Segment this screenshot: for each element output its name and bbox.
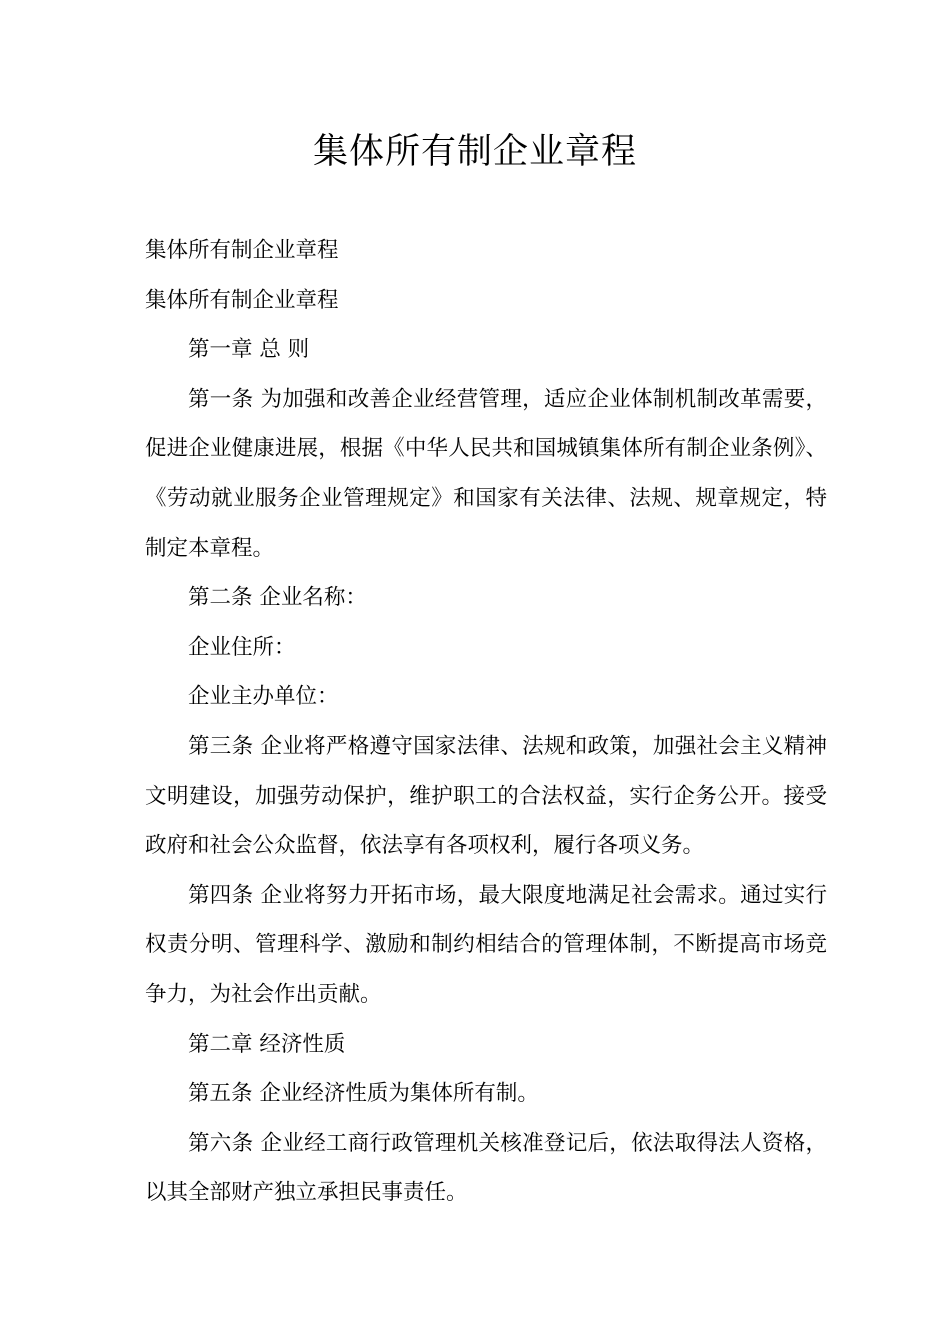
chapter-1-heading: 第一章 总 则 (188, 337, 310, 363)
document-title: 集体所有制企业章程 (312, 132, 637, 172)
article-5: 第五条 企业经济性质为集体所有制。 (188, 1081, 539, 1107)
company-address: 企业住所： (188, 634, 296, 660)
article-3: 第三条 企业将严格遵守国家法律、法规和政策，加强社会主义精神文明建设，加强劳动保护，维护职工的合法权益，实行企务公开。接受政府和社会公众监督，依法享有各项权利，履行各项义务。 (145, 733, 827, 859)
article-4: 第四条 企业将努力开拓市场，最大限度地满足社会需求。通过实行权责分明、管理科学、激励和制约相结合的管理体制，不断提高市场竞争力，为社会作出贡献。 (145, 882, 827, 1007)
article-1: 第一条 为加强和改善企业经营管理，适应企业体制机制改革需要，促进企业健康进展，根据《中华人民共和国城镇集体所有制企业条例》、《劳动就业服务企业管理规定》和国家有关法律、法规、规章规定，特制定本章程。 (145, 386, 827, 561)
article-6: 第六条 企业经工商行政管理机关核准登记后，依法取得法人资格，以其全部财产独立承担民事责任。 (145, 1130, 827, 1206)
sponsoring-unit: 企业主办单位： (188, 684, 339, 710)
chapter-2-heading: 第二章 经济性质 (188, 1031, 346, 1057)
paragraph-subtitle-1: 集体所有制企业章程 (145, 238, 339, 263)
article-2-company-name: 第二条 企业名称： (188, 585, 367, 611)
paragraph-subtitle-2: 集体所有制企业章程 (145, 287, 339, 313)
document-body (145, 226, 827, 1218)
